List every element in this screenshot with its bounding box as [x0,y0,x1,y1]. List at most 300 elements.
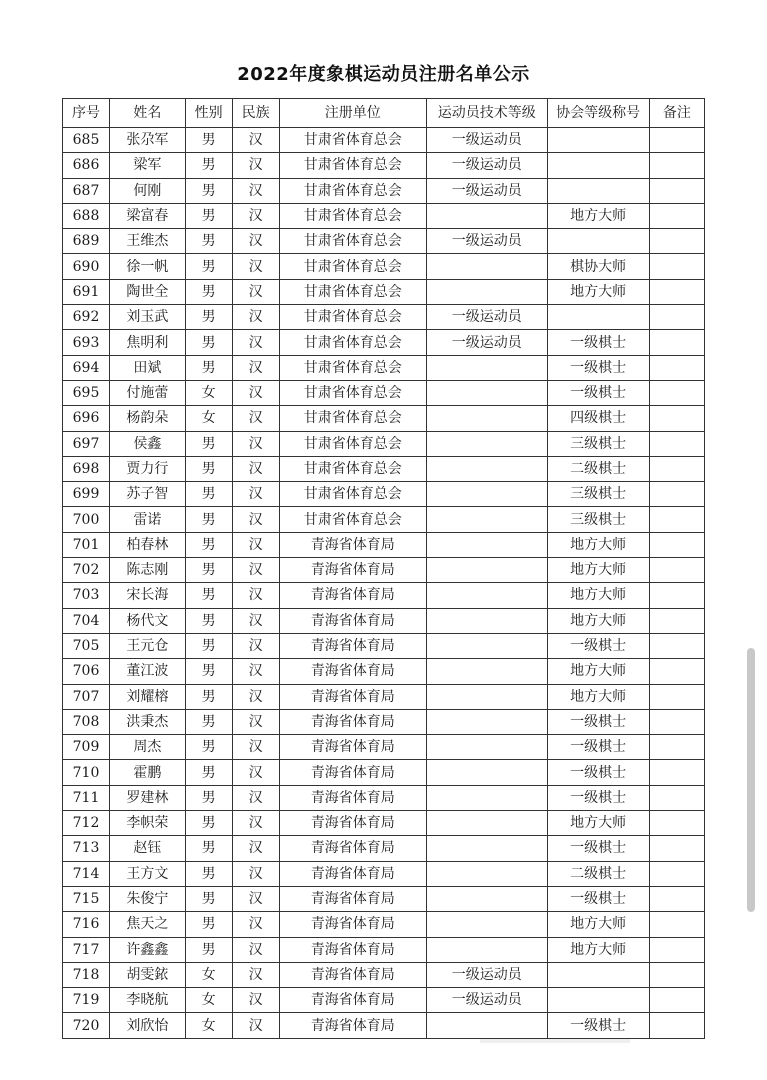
cell-association-title [547,178,649,203]
cell-remarks [649,355,704,380]
cell-index: 699 [63,482,110,507]
table-row [63,456,705,481]
cell-association-title: 地方大师 [547,583,649,608]
cell-ethnicity: 汉 [232,659,279,684]
cell-association-title [547,962,649,987]
cell-remarks [649,937,704,962]
cell-athlete-grade [426,684,547,709]
cell-athlete-grade [426,406,547,431]
cell-gender: 男 [185,760,232,785]
cell-index: 694 [63,355,110,380]
cell-association-title: 一级棋士 [547,760,649,785]
cell-gender: 男 [185,659,232,684]
cell-ethnicity: 汉 [232,886,279,911]
cell-ethnicity: 汉 [232,558,279,583]
cell-gender: 男 [185,583,232,608]
cell-ethnicity: 汉 [232,962,279,987]
cell-ethnicity: 汉 [232,153,279,178]
cell-unit: 青海省体育局 [279,558,426,583]
header-athlete-grade: 运动员技术等级 [426,99,547,128]
cell-ethnicity: 汉 [232,633,279,658]
table-row [63,583,705,608]
cell-ethnicity: 汉 [232,203,279,228]
cell-name: 焦天之 [110,912,186,937]
vertical-scrollbar[interactable] [747,648,755,912]
cell-gender: 女 [185,988,232,1013]
cell-index: 696 [63,406,110,431]
cell-association-title: 一级棋士 [547,380,649,405]
table-row [63,937,705,962]
cell-ethnicity: 汉 [232,128,279,153]
cell-ethnicity: 汉 [232,912,279,937]
cell-association-title: 二级棋士 [547,861,649,886]
cell-athlete-grade: 一级运动员 [426,330,547,355]
cell-ethnicity: 汉 [232,406,279,431]
cell-unit: 青海省体育局 [279,583,426,608]
cell-gender: 男 [185,431,232,456]
cell-athlete-grade [426,558,547,583]
cell-association-title: 三级棋士 [547,431,649,456]
cell-association-title: 一级棋士 [547,633,649,658]
cell-unit: 青海省体育局 [279,684,426,709]
cell-name: 胡雯銥 [110,962,186,987]
cell-name: 朱俊宁 [110,886,186,911]
cell-gender: 男 [185,709,232,734]
cell-index: 716 [63,912,110,937]
cell-index: 690 [63,254,110,279]
cell-index: 707 [63,684,110,709]
cell-ethnicity: 汉 [232,684,279,709]
cell-ethnicity: 汉 [232,709,279,734]
cell-athlete-grade: 一级运动员 [426,178,547,203]
cell-athlete-grade [426,583,547,608]
cell-remarks [649,532,704,557]
cell-index: 697 [63,431,110,456]
cell-ethnicity: 汉 [232,431,279,456]
cell-unit: 青海省体育局 [279,785,426,810]
cell-name: 付施蕾 [110,380,186,405]
cell-ethnicity: 汉 [232,811,279,836]
cell-remarks [649,406,704,431]
cell-ethnicity: 汉 [232,735,279,760]
cell-gender: 男 [185,330,232,355]
cell-index: 691 [63,279,110,304]
cell-gender: 男 [185,608,232,633]
cell-name: 梁军 [110,153,186,178]
cell-gender: 男 [185,684,232,709]
cell-association-title: 地方大师 [547,532,649,557]
cell-name: 杨韵朵 [110,406,186,431]
table-row [63,886,705,911]
cell-gender: 男 [185,305,232,330]
cell-athlete-grade [426,456,547,481]
registration-table [62,98,705,1039]
cell-athlete-grade [426,937,547,962]
cell-athlete-grade [426,735,547,760]
cell-name: 赵钰 [110,836,186,861]
table-row [63,912,705,937]
cell-gender: 男 [185,279,232,304]
cell-unit: 青海省体育局 [279,886,426,911]
cell-association-title: 三级棋士 [547,482,649,507]
cell-name: 许鑫鑫 [110,937,186,962]
cell-index: 693 [63,330,110,355]
cell-index: 708 [63,709,110,734]
cell-remarks [649,811,704,836]
cell-unit: 甘肃省体育总会 [279,330,426,355]
cell-name: 刘耀榕 [110,684,186,709]
cell-association-title: 四级棋士 [547,406,649,431]
cell-ethnicity: 汉 [232,861,279,886]
cell-ethnicity: 汉 [232,380,279,405]
cell-name: 刘玉武 [110,305,186,330]
cell-gender: 男 [185,456,232,481]
header-index: 序号 [63,99,110,128]
cell-athlete-grade [426,785,547,810]
cell-index: 713 [63,836,110,861]
cell-association-title: 棋协大师 [547,254,649,279]
cell-unit: 甘肃省体育总会 [279,254,426,279]
cell-gender: 男 [185,203,232,228]
table-row [63,558,705,583]
cell-remarks [649,178,704,203]
cell-gender: 男 [185,128,232,153]
cell-association-title: 一级棋士 [547,836,649,861]
cell-index: 703 [63,583,110,608]
cell-unit: 青海省体育局 [279,760,426,785]
cell-remarks [649,305,704,330]
cell-unit: 甘肃省体育总会 [279,431,426,456]
cell-ethnicity: 汉 [232,355,279,380]
cell-name: 苏子智 [110,482,186,507]
cell-gender: 男 [185,178,232,203]
table-row [63,709,705,734]
cell-ethnicity: 汉 [232,785,279,810]
cell-gender: 男 [185,836,232,861]
cell-index: 704 [63,608,110,633]
cell-gender: 男 [185,229,232,254]
cell-unit: 甘肃省体育总会 [279,355,426,380]
cell-name: 柏春林 [110,532,186,557]
cell-association-title [547,128,649,153]
cell-association-title [547,229,649,254]
table-row [63,203,705,228]
cell-name: 王方文 [110,861,186,886]
cell-athlete-grade [426,203,547,228]
cell-name: 陶世全 [110,279,186,304]
cell-association-title: 一级棋士 [547,355,649,380]
cell-gender: 女 [185,1013,232,1038]
header-remarks: 备注 [649,99,704,128]
header-gender: 性别 [185,99,232,128]
cell-remarks [649,431,704,456]
cell-athlete-grade [426,355,547,380]
cell-gender: 男 [185,153,232,178]
cell-name: 霍鹏 [110,760,186,785]
cell-ethnicity: 汉 [232,305,279,330]
cell-index: 719 [63,988,110,1013]
cell-index: 706 [63,659,110,684]
cell-remarks [649,1013,704,1038]
cell-gender: 男 [185,633,232,658]
cell-gender: 男 [185,254,232,279]
table-row [63,659,705,684]
cell-name: 刘欣怡 [110,1013,186,1038]
cell-ethnicity: 汉 [232,330,279,355]
cell-name: 周杰 [110,735,186,760]
cell-gender: 男 [185,507,232,532]
cell-association-title: 地方大师 [547,937,649,962]
header-ethnicity: 民族 [232,99,279,128]
cell-unit: 甘肃省体育总会 [279,456,426,481]
cell-gender: 女 [185,406,232,431]
cell-unit: 青海省体育局 [279,912,426,937]
table-row [63,836,705,861]
cell-unit: 青海省体育局 [279,811,426,836]
cell-remarks [649,482,704,507]
table-row [63,153,705,178]
cell-index: 711 [63,785,110,810]
cell-index: 715 [63,886,110,911]
cell-index: 688 [63,203,110,228]
cell-athlete-grade [426,836,547,861]
cell-unit: 青海省体育局 [279,836,426,861]
cell-athlete-grade [426,608,547,633]
table-row [63,785,705,810]
table-row [63,507,705,532]
cell-remarks [649,153,704,178]
cell-unit: 甘肃省体育总会 [279,153,426,178]
cell-ethnicity: 汉 [232,988,279,1013]
cell-unit: 青海省体育局 [279,861,426,886]
cell-remarks [649,684,704,709]
cell-gender: 女 [185,962,232,987]
cell-name: 洪秉杰 [110,709,186,734]
cell-ethnicity: 汉 [232,229,279,254]
cell-athlete-grade: 一级运动员 [426,229,547,254]
cell-remarks [649,254,704,279]
cell-index: 712 [63,811,110,836]
table-row [63,229,705,254]
header-name: 姓名 [110,99,186,128]
table-row [63,355,705,380]
table-row [63,532,705,557]
cell-ethnicity: 汉 [232,583,279,608]
table-row [63,254,705,279]
table-row [63,684,705,709]
cell-association-title: 一级棋士 [547,709,649,734]
cell-unit: 甘肃省体育总会 [279,380,426,405]
table-row [63,330,705,355]
cell-index: 718 [63,962,110,987]
table-row [63,279,705,304]
cell-gender: 男 [185,532,232,557]
cell-association-title: 二级棋士 [547,456,649,481]
table-row [63,633,705,658]
cell-unit: 青海省体育局 [279,962,426,987]
table-row [63,608,705,633]
cell-remarks [649,861,704,886]
cell-index: 709 [63,735,110,760]
cell-athlete-grade: 一级运动员 [426,988,547,1013]
cell-athlete-grade [426,254,547,279]
cell-athlete-grade [426,912,547,937]
cell-unit: 甘肃省体育总会 [279,128,426,153]
cell-association-title [547,988,649,1013]
cell-index: 695 [63,380,110,405]
cell-athlete-grade [426,482,547,507]
cell-athlete-grade: 一级运动员 [426,962,547,987]
cell-index: 701 [63,532,110,557]
cell-athlete-grade: 一级运动员 [426,305,547,330]
cell-ethnicity: 汉 [232,507,279,532]
cell-name: 贾力行 [110,456,186,481]
cell-name: 侯鑫 [110,431,186,456]
table-row [63,305,705,330]
cell-athlete-grade [426,633,547,658]
cell-unit: 青海省体育局 [279,988,426,1013]
cell-association-title: 一级棋士 [547,886,649,911]
cell-ethnicity: 汉 [232,836,279,861]
cell-association-title: 地方大师 [547,811,649,836]
cell-name: 李晓航 [110,988,186,1013]
table-row [63,178,705,203]
cell-ethnicity: 汉 [232,532,279,557]
cell-association-title: 三级棋士 [547,507,649,532]
cell-remarks [649,380,704,405]
cell-index: 700 [63,507,110,532]
cell-gender: 男 [185,558,232,583]
cell-ethnicity: 汉 [232,608,279,633]
cell-remarks [649,279,704,304]
table-row [63,760,705,785]
cell-athlete-grade [426,709,547,734]
header-association-title: 协会等级称号 [547,99,649,128]
table-row [63,482,705,507]
cell-name: 田斌 [110,355,186,380]
cell-remarks [649,203,704,228]
page-title: 2022年度象棋运动员注册名单公示 [237,64,530,85]
cell-unit: 青海省体育局 [279,1013,426,1038]
cell-unit: 青海省体育局 [279,735,426,760]
cell-ethnicity: 汉 [232,178,279,203]
cell-remarks [649,229,704,254]
cell-index: 705 [63,633,110,658]
cell-remarks [649,988,704,1013]
cell-association-title: 地方大师 [547,912,649,937]
cell-athlete-grade [426,532,547,557]
cell-index: 717 [63,937,110,962]
cell-gender: 男 [185,937,232,962]
cell-remarks [649,836,704,861]
cell-ethnicity: 汉 [232,760,279,785]
table-row [63,735,705,760]
cell-association-title: 地方大师 [547,279,649,304]
cell-remarks [649,962,704,987]
cell-remarks [649,760,704,785]
cell-athlete-grade [426,861,547,886]
cell-association-title: 地方大师 [547,203,649,228]
cell-index: 685 [63,128,110,153]
cell-ethnicity: 汉 [232,937,279,962]
cell-association-title: 一级棋士 [547,330,649,355]
cell-name: 杨代文 [110,608,186,633]
watermark-graphic [480,1034,630,1048]
cell-association-title: 地方大师 [547,684,649,709]
cell-association-title: 地方大师 [547,608,649,633]
cell-gender: 男 [185,912,232,937]
cell-name: 陈志刚 [110,558,186,583]
cell-athlete-grade [426,380,547,405]
cell-unit: 甘肃省体育总会 [279,406,426,431]
cell-athlete-grade [426,886,547,911]
cell-remarks [649,507,704,532]
cell-name: 何刚 [110,178,186,203]
cell-unit: 甘肃省体育总会 [279,178,426,203]
table-row [63,128,705,153]
cell-athlete-grade [426,811,547,836]
table-row [63,811,705,836]
cell-gender: 男 [185,785,232,810]
cell-remarks [649,735,704,760]
cell-association-title: 一级棋士 [547,1013,649,1038]
cell-remarks [649,912,704,937]
cell-association-title: 一级棋士 [547,785,649,810]
cell-unit: 甘肃省体育总会 [279,482,426,507]
cell-index: 687 [63,178,110,203]
cell-athlete-grade: 一级运动员 [426,153,547,178]
cell-index: 686 [63,153,110,178]
table-row [63,406,705,431]
cell-unit: 甘肃省体育总会 [279,305,426,330]
cell-remarks [649,608,704,633]
cell-index: 698 [63,456,110,481]
cell-remarks [649,330,704,355]
cell-name: 董江波 [110,659,186,684]
cell-name: 徐一帆 [110,254,186,279]
cell-gender: 男 [185,886,232,911]
cell-athlete-grade [426,760,547,785]
cell-name: 张尕军 [110,128,186,153]
cell-remarks [649,659,704,684]
cell-athlete-grade [426,507,547,532]
table-row [63,861,705,886]
table-row [63,988,705,1013]
cell-index: 714 [63,861,110,886]
cell-index: 702 [63,558,110,583]
cell-ethnicity: 汉 [232,482,279,507]
cell-unit: 甘肃省体育总会 [279,507,426,532]
table-row [63,962,705,987]
cell-gender: 男 [185,355,232,380]
cell-athlete-grade [426,279,547,304]
cell-ethnicity: 汉 [232,279,279,304]
cell-gender: 男 [185,811,232,836]
cell-athlete-grade [426,431,547,456]
cell-name: 雷诺 [110,507,186,532]
table-row [63,431,705,456]
cell-remarks [649,886,704,911]
cell-association-title [547,153,649,178]
cell-remarks [649,583,704,608]
cell-unit: 甘肃省体育总会 [279,203,426,228]
cell-unit: 青海省体育局 [279,633,426,658]
cell-ethnicity: 汉 [232,456,279,481]
cell-remarks [649,633,704,658]
cell-unit: 青海省体育局 [279,659,426,684]
cell-association-title: 地方大师 [547,659,649,684]
table-row [63,380,705,405]
